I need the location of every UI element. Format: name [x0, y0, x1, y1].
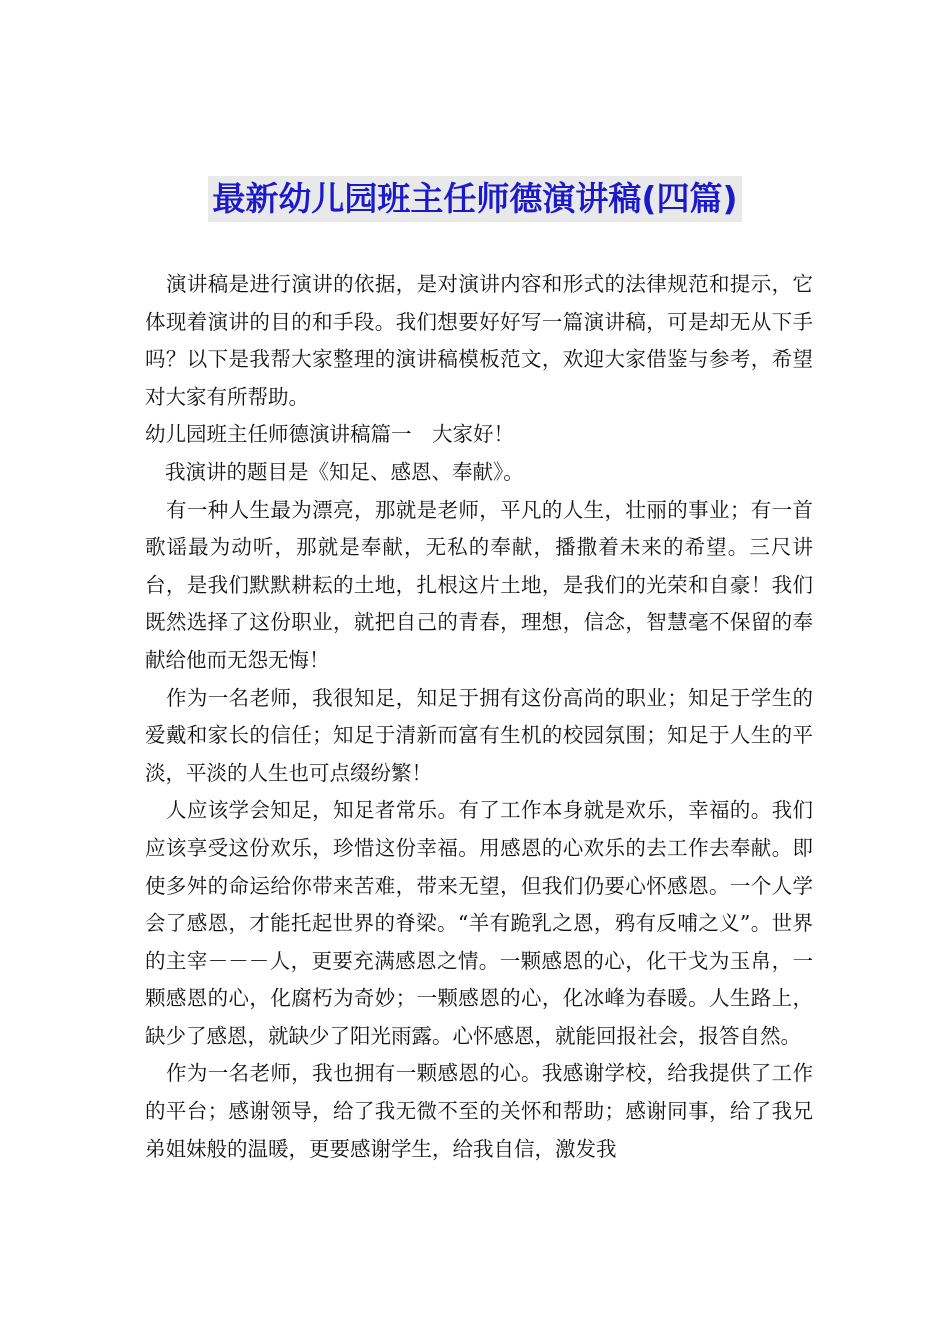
body-paragraph: 有一种人生最为漂亮，那就是老师，平凡的人生，壮丽的事业；有一首歌谣最为动听，那就是奉献，无私的奉献，播撒着未来的希望。三尺讲台，是我们默默耕耘的土地，扎根这片土地，是我们的光荣和自豪！我们既然选择了这份职业，就把自己的青春，理想，信念，智慧毫不保留的奉献给他而无怨无悔！ — [145, 497, 813, 672]
body-paragraph: 人应该学会知足，知足者常乐。有了工作本身就是欢乐，幸福的。我们应该享受这份欢乐，珍惜这份幸福。用感恩的心欢乐的去工作去奉献。即使多舛的命运给你带来苦难，带来无望，但我们仍要心怀感恩。一个人学会了感恩，才能托起世界的脊梁。“羊有跪乳之恩，鸦有反哺之义”。世界的主宰－－－人，更要充满感恩之情。一颗感恩的心，化干戈为玉帛，一颗感恩的心，化腐朽为奇妙；一颗感恩的心，化冰峰为春暖。人生路上，缺少了感恩，就缺少了阳光雨露。心怀感恩，就能回报社会，报答自然。 — [145, 798, 813, 1048]
title-container — [0, 176, 950, 222]
body-paragraph: 作为一名老师，我很知足，知足于拥有这份高尚的职业；知足于学生的爱戴和家长的信任；知足于清新而富有生机的校园氛围；知足于人生的平淡，平淡的人生也可点缀纷繁！ — [145, 685, 813, 785]
document-body — [145, 266, 813, 1168]
document-title: 最新幼儿园班主任师德演讲稿(四篇) — [208, 176, 741, 222]
speech-topic-paragraph: 我演讲的题目是《知足、感恩、奉献》。 — [165, 459, 524, 484]
body-paragraph: 作为一名老师，我也拥有一颗感恩的心。我感谢学校，给我提供了工作的平台；感谢领导，给了我无微不至的关怀和帮助；感谢同事，给了我兄弟姐妹般的温暖，更要感谢学生，给我自信，激发我 — [145, 1061, 813, 1161]
section-heading-line: 幼儿园班主任师德演讲稿篇一 大家好！ — [145, 422, 514, 447]
intro-paragraph: 演讲稿是进行演讲的依据，是对演讲内容和形式的法律规范和提示，它体现着演讲的目的和手段。我们想要好好写一篇演讲稿，可是却无从下手吗？以下是我帮大家整理的演讲稿模板范文，欢迎大家借鉴与参考，希望对大家有所帮助。 — [145, 272, 813, 409]
